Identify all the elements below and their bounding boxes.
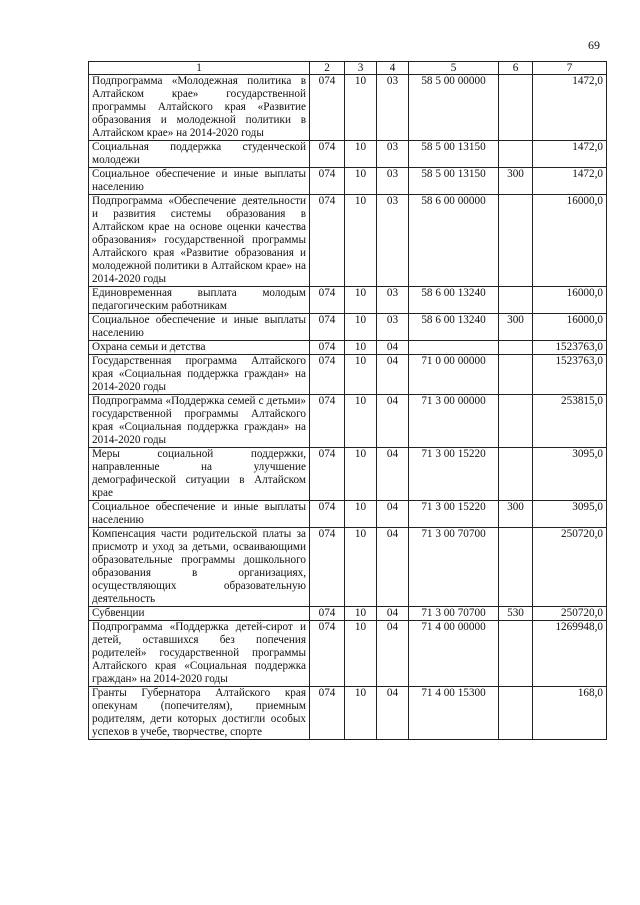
row-sum: 250720,0 [533,528,607,607]
row-pr: 04 [377,501,409,528]
col-header-name: 1 [89,62,310,75]
row-sum: 16000,0 [533,314,607,341]
row-pr: 03 [377,168,409,195]
row-csr: 71 3 00 15220 [409,448,499,501]
row-rz: 10 [345,528,377,607]
row-sum: 1269948,0 [533,621,607,687]
row-sum: 250720,0 [533,607,607,621]
row-name: Социальная поддержка студенческой молодежи [89,141,310,168]
row-pr: 04 [377,355,409,395]
row-pr: 04 [377,341,409,355]
row-rz: 10 [345,341,377,355]
row-name: Субвенции [89,607,310,621]
row-sum: 1472,0 [533,75,607,141]
table-row [89,287,607,314]
row-vr [499,141,533,168]
row-pr: 04 [377,621,409,687]
row-vr [499,355,533,395]
table-row [89,607,607,621]
row-rz: 10 [345,287,377,314]
row-name: Подпрограмма «Поддержка детей-сирот и детей, оставшихся без попечения родителей» государственной программы Алтайского края «Социальная поддержка граждан» на 2014-2020 годы [89,621,310,687]
table-row [89,314,607,341]
row-ved: 074 [310,607,345,621]
row-csr: 71 4 00 15300 [409,687,499,740]
row-ved: 074 [310,355,345,395]
page-number: 69 [588,38,600,52]
row-name: Государственная программа Алтайского края «Социальная поддержка граждан» на 2014-2020 годы [89,355,310,395]
row-name: Подпрограмма «Молодежная политика в Алтайском крае» государственной программы Алтайского края «Развитие образования и молодежной политики в Алтайском крае» на 2014-2020 годы [89,75,310,141]
row-rz: 10 [345,314,377,341]
row-sum: 1523763,0 [533,355,607,395]
row-rz: 10 [345,501,377,528]
row-name: Подпрограмма «Поддержка семей с детьми» государственной программы Алтайского края «Социальная поддержка граждан» на 2014-2020 годы [89,395,310,448]
col-header-ved: 2 [310,62,345,75]
row-rz: 10 [345,395,377,448]
table-row [89,687,607,740]
row-pr: 04 [377,448,409,501]
row-pr: 03 [377,287,409,314]
row-vr: 300 [499,501,533,528]
row-vr: 530 [499,607,533,621]
row-ved: 074 [310,528,345,607]
row-sum: 16000,0 [533,287,607,314]
row-ved: 074 [310,168,345,195]
row-sum: 16000,0 [533,195,607,287]
col-header-pr: 4 [377,62,409,75]
row-rz: 10 [345,75,377,141]
row-csr: 58 6 00 00000 [409,195,499,287]
row-ved: 074 [310,287,345,314]
row-vr [499,687,533,740]
row-ved: 074 [310,75,345,141]
header-row [89,62,607,75]
row-name: Охрана семьи и детства [89,341,310,355]
row-vr [499,448,533,501]
table-row [89,195,607,287]
table-row [89,501,607,528]
row-vr: 300 [499,314,533,341]
row-name: Единовременная выплата молодым педагогическим работникам [89,287,310,314]
table-row [89,448,607,501]
row-vr [499,195,533,287]
row-rz: 10 [345,621,377,687]
row-ved: 074 [310,501,345,528]
row-rz: 10 [345,607,377,621]
col-header-vr: 6 [499,62,533,75]
row-vr [499,621,533,687]
row-vr: 300 [499,168,533,195]
budget-table [88,61,607,740]
row-sum: 1472,0 [533,168,607,195]
table-row [89,341,607,355]
row-sum: 253815,0 [533,395,607,448]
row-pr: 03 [377,141,409,168]
row-pr: 03 [377,195,409,287]
table-row [89,75,607,141]
row-ved: 074 [310,448,345,501]
row-ved: 074 [310,341,345,355]
row-csr: 71 4 00 00000 [409,621,499,687]
row-rz: 10 [345,687,377,740]
row-rz: 10 [345,195,377,287]
row-name: Социальное обеспечение и иные выплаты населению [89,314,310,341]
row-csr: 58 6 00 13240 [409,287,499,314]
row-name: Подпрограмма «Обеспечение деятельности и развития системы образования в Алтайском крае на основе оценки качества образования» государственной программы Алтайского края «Развитие образования и молодежной политики в Алтайском крае» на 2014-2020 годы [89,195,310,287]
row-ved: 074 [310,195,345,287]
row-name: Социальное обеспечение и иные выплаты населению [89,501,310,528]
row-csr: 58 6 00 13240 [409,314,499,341]
row-name: Социальное обеспечение и иные выплаты населению [89,168,310,195]
row-rz: 10 [345,168,377,195]
row-ved: 074 [310,621,345,687]
table-row [89,168,607,195]
row-csr: 71 3 00 15220 [409,501,499,528]
row-csr [409,341,499,355]
row-vr [499,528,533,607]
row-vr [499,75,533,141]
row-pr: 04 [377,395,409,448]
row-pr: 04 [377,687,409,740]
table-row [89,141,607,168]
row-ved: 074 [310,395,345,448]
col-header-sum: 7 [533,62,607,75]
row-name: Меры социальной поддержки, направленные на улучшение демографической ситуации в Алтайском крае [89,448,310,501]
row-csr: 71 3 00 00000 [409,395,499,448]
row-csr: 71 0 00 00000 [409,355,499,395]
row-rz: 10 [345,448,377,501]
row-sum: 168,0 [533,687,607,740]
row-pr: 03 [377,75,409,141]
table-body [89,75,607,740]
col-header-csr: 5 [409,62,499,75]
row-csr: 58 5 00 00000 [409,75,499,141]
table-row [89,621,607,687]
row-ved: 074 [310,687,345,740]
table-row [89,528,607,607]
row-pr: 04 [377,607,409,621]
row-vr [499,287,533,314]
row-sum: 3095,0 [533,501,607,528]
row-rz: 10 [345,355,377,395]
col-header-rz: 3 [345,62,377,75]
row-pr: 04 [377,528,409,607]
table-row [89,395,607,448]
row-csr: 71 3 00 70700 [409,607,499,621]
row-rz: 10 [345,141,377,168]
row-ved: 074 [310,141,345,168]
row-csr: 58 5 00 13150 [409,141,499,168]
row-csr: 58 5 00 13150 [409,168,499,195]
row-vr [499,395,533,448]
table-row [89,355,607,395]
row-name: Гранты Губернатора Алтайского края опекунам (попечителям), приемным родителям, дети которых достигли особых успехов в учебе, творчестве, спорте [89,687,310,740]
row-sum: 1472,0 [533,141,607,168]
row-ved: 074 [310,314,345,341]
row-pr: 03 [377,314,409,341]
row-csr: 71 3 00 70700 [409,528,499,607]
row-sum: 1523763,0 [533,341,607,355]
row-name: Компенсация части родительской платы за присмотр и уход за детьми, осваивающими образовательные программы дошкольного образования в организациях, осуществляющих образовательную деятельность [89,528,310,607]
row-sum: 3095,0 [533,448,607,501]
row-vr [499,341,533,355]
